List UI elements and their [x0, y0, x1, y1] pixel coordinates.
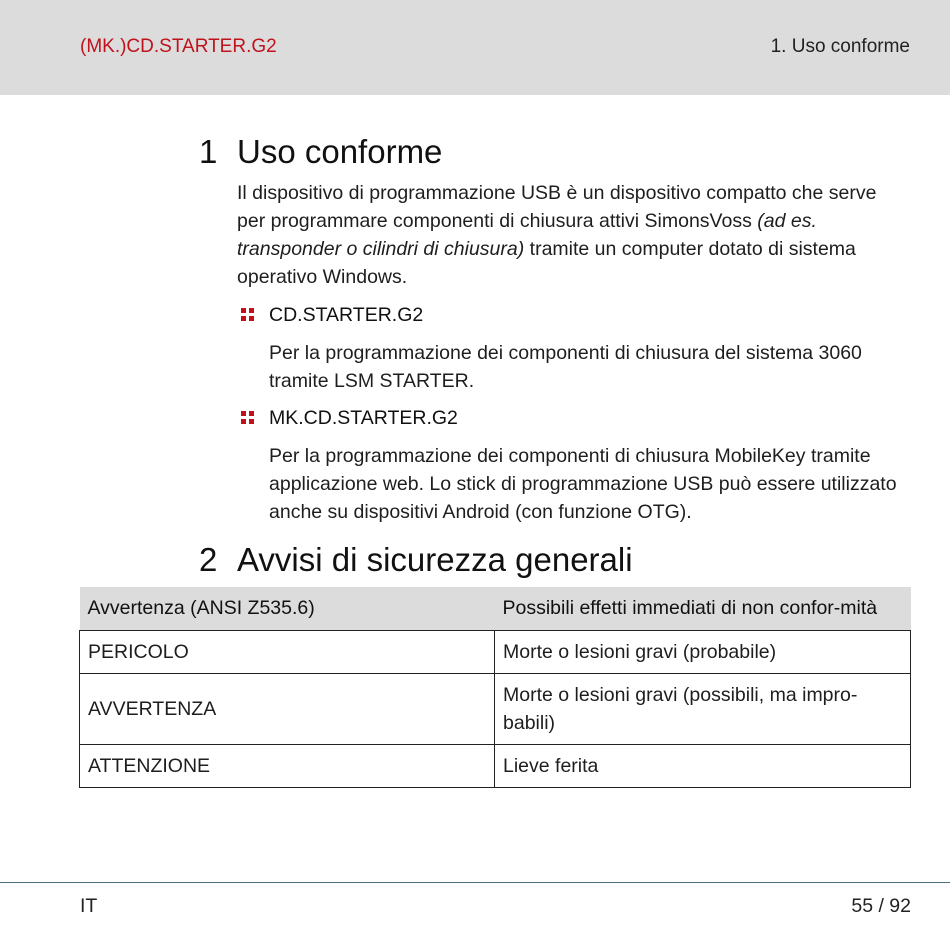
safety-warnings-table — [79, 587, 911, 788]
section-1-title: Uso conforme — [237, 133, 443, 170]
bullet-title: MK.CD.STARTER.G2 — [269, 407, 458, 429]
footer-language: IT — [80, 895, 98, 917]
section-2-heading — [199, 541, 633, 579]
product-name: (MK.)CD.STARTER.G2 — [80, 36, 277, 57]
table-cell: Morte o lesioni gravi (probabile) — [495, 631, 911, 674]
page-header — [0, 0, 950, 95]
chapter-title: 1. Uso conforme — [770, 36, 910, 57]
section-2-number: 2 — [199, 541, 218, 578]
table-header-cell: Possibili effetti immediati di non confor-mità — [495, 587, 911, 631]
intro-text-italic: (ad es. transponder o cilindri di chiusura) — [237, 210, 817, 260]
bullet-description: Per la programmazione dei componenti di chiusura MobileKey tramite applicazione web. Lo stick di programmazione USB può essere utilizzato anche su dispositivi Android (con funzione OTG). — [269, 445, 897, 523]
table-cell: Morte o lesioni gravi (possibili, ma impro-babili) — [495, 674, 911, 745]
table-header-cell: Avvertenza (ANSI Z535.6) — [80, 587, 495, 631]
bullet-cd-starter — [241, 304, 423, 327]
footer-page-number: 55 / 92 — [851, 895, 911, 917]
table-cell: PERICOLO — [80, 631, 495, 674]
table-cell: Lieve ferita — [495, 745, 911, 788]
bullet-description: Per la programmazione dei componenti di chiusura del sistema 3060 tramite LSM STARTER. — [269, 342, 862, 392]
table-cell: ATTENZIONE — [80, 745, 495, 788]
intro-text-2: tramite un computer dotato di sistema operativo Windows. — [237, 238, 856, 288]
section-1-number: 1 — [199, 133, 218, 170]
bullet-square-icon — [241, 411, 254, 424]
footer-divider — [0, 882, 950, 883]
section-1-intro — [237, 179, 907, 291]
bullet-mk-cd-starter — [241, 407, 458, 430]
table-cell: AVVERTENZA — [80, 674, 495, 745]
bullet-title: CD.STARTER.G2 — [269, 304, 424, 326]
section-2-title: Avvisi di sicurezza generali — [237, 541, 633, 578]
table-row — [80, 674, 911, 745]
bullet-square-icon — [241, 308, 254, 321]
section-1-heading — [199, 133, 442, 171]
table-row — [80, 745, 911, 788]
table-row — [80, 631, 911, 674]
table-header-row — [80, 587, 911, 631]
intro-text-1: Il dispositivo di programmazione USB è un dispositivo compatto che serve per programmare componenti di chiusura attivi SimonsVoss — [237, 182, 877, 232]
